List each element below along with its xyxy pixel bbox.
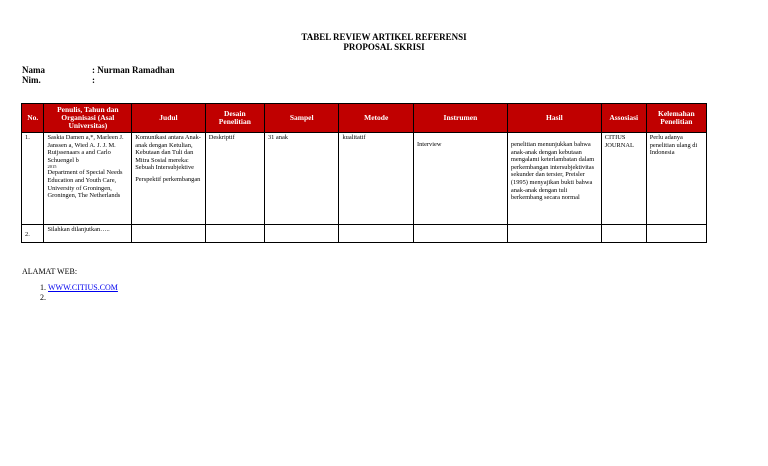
name-label: Nama [22, 65, 45, 75]
row2-no: 2. [25, 231, 30, 238]
hasil-text: penelitian menunjukkan bahwa anak-anak dengan kebutaan mengalami keterlambatan dalam perkembangan intersubjektivitas sekunder dan tersier, Preisler (1995) menyajikan bukti bahwa anak-anak dengan tuli berkembang secara normal [510, 141, 595, 202]
cell-no: 1. [22, 133, 44, 225]
document-title [0, 32, 768, 52]
name-value: : Nurman Ramadhan [92, 65, 175, 75]
header-sampel: Sampel [264, 104, 339, 133]
cell-assosiasi [601, 225, 646, 243]
judul-text: Komunikasi antara Anak-anak dengan Ketulian, Kebutaan dan Tuli dan Mitra Sosial mereka: Sebuah Intersubjektive [135, 134, 201, 172]
title-line-1: TABEL REVIEW ARTIKEL REFERENSI [301, 32, 467, 42]
cell-desain [205, 225, 264, 243]
cell-judul [132, 133, 206, 225]
table-row [22, 225, 707, 243]
cell-kelemahan [646, 225, 706, 243]
cell-metode: kualitatif [339, 133, 414, 225]
list-item [48, 283, 118, 293]
cell-instrumen [413, 225, 507, 243]
web-list [22, 283, 118, 303]
nim-row [22, 75, 95, 85]
review-table [21, 103, 707, 243]
header-instrumen: Instrumen [413, 104, 507, 133]
cell-hasil [507, 225, 601, 243]
nim-label: Nim. [22, 75, 41, 85]
title-line-2: PROPOSAL SKRISI [343, 42, 425, 52]
cell-hasil [507, 133, 601, 225]
header-kelemahan: Kelemahan Penelitian [646, 104, 706, 133]
cell-author: Silahkan dilanjutkan….. [44, 225, 132, 243]
web-section-title: ALAMAT WEB: [22, 267, 78, 276]
author-names: Saskia Damen a,*, Marleen J. Janssen a, Wied A. J. J. M. Ruijssenaars a and Carlo Schuengel b [47, 134, 124, 164]
table-header-row [22, 104, 707, 133]
header-penulis: Penulis, Tahun dan Organisasi (Asal Universitas) [44, 104, 132, 133]
author-year: 2015 [47, 164, 57, 170]
citius-link[interactable]: WWW.CITIUS.COM [48, 283, 118, 292]
cell-no [22, 225, 44, 243]
cell-assosiasi: CITIUS JOURNAL [601, 133, 646, 225]
cell-judul [132, 225, 206, 243]
cell-sampel: 31 anak [264, 133, 339, 225]
instrumen-text: Interview [416, 141, 442, 148]
header-judul: Judul [132, 104, 206, 133]
header-desain: Desain Penelitian [205, 104, 264, 133]
cell-author [44, 133, 132, 225]
list-item [48, 293, 118, 303]
header-assosiasi: Assosiasi [601, 104, 646, 133]
header-no: No. [22, 104, 44, 133]
cell-desain: Deskriptif [205, 133, 264, 225]
cell-kelemahan: Perlu adanya penelitian ulang di Indonesia [646, 133, 706, 225]
cell-metode [339, 225, 414, 243]
table-row [22, 133, 707, 225]
name-row [22, 65, 175, 75]
judul-subtitle: Perspektif perkembangan [135, 175, 201, 183]
author-org: Department of Special Needs Education and Youth Care, University of Groningen, Groningen, The Netherlands [47, 169, 123, 200]
header-hasil: Hasil [507, 104, 601, 133]
nim-value: : [92, 75, 95, 85]
cell-instrumen [413, 133, 507, 225]
header-metode: Metode [339, 104, 414, 133]
cell-sampel [264, 225, 339, 243]
